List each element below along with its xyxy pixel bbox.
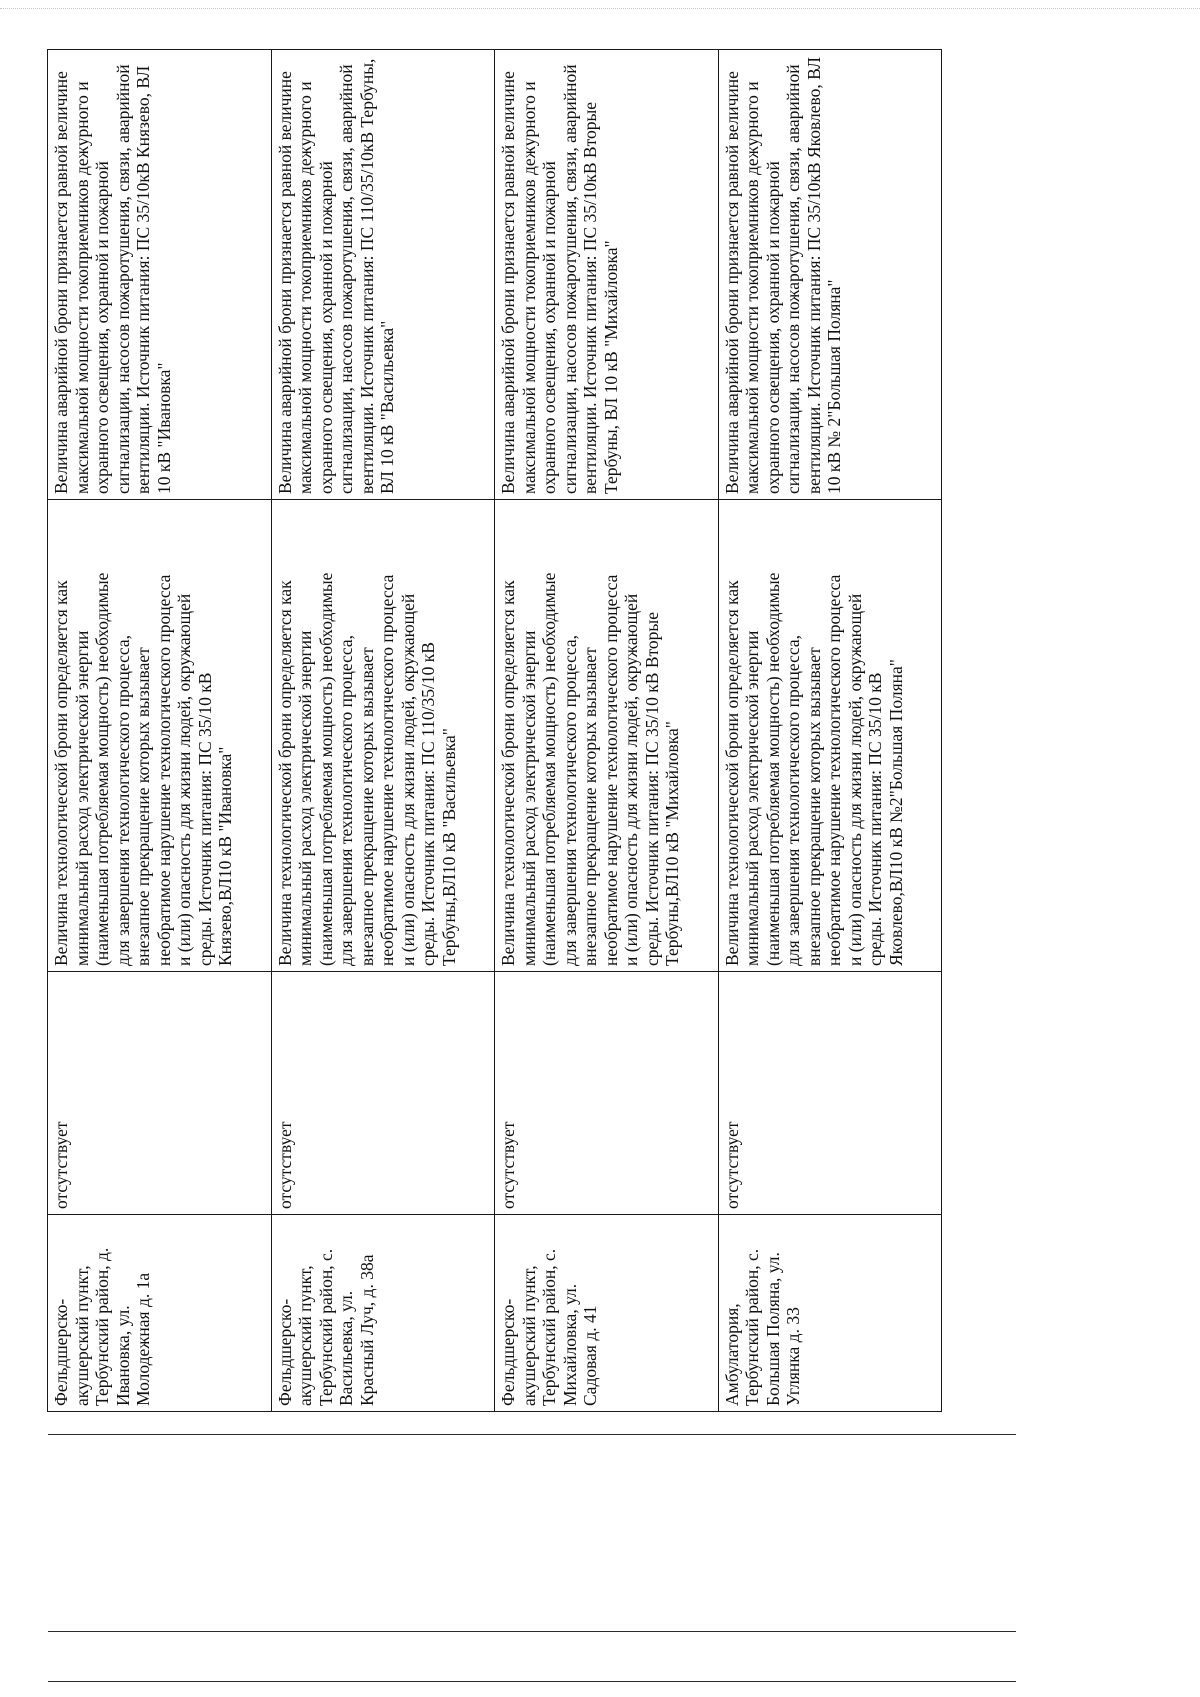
tech-reserve-cell: Величина технологической брони определяется как минимальный расход электрической энергии (наименьшая потребляемая мощность) необходимые для завершения технологического процесса, внезапное прекращение которых вызывает необратимое нарушение технологического процесса и (или) опасность для жизни людей, окружающей среды. Источник питания: ПС 35/10 кВ Князево,ВЛ10 кВ "Ивановка"	[48, 500, 272, 972]
divider-line	[48, 1681, 1016, 1682]
tech-reserve-cell: Величина технологической брони определяется как минимальный расход электрической энергии (наименьшая потребляемая мощность) необходимые для завершения технологического процесса, внезапное прекращение которых вызывает необратимое нарушение технологического процесса и (или) опасность для жизни людей, окружающей среды. Источник питания: ПС 35/10 кВ Вторые Тербуны,ВЛ10 кВ "Михайловка"	[495, 500, 719, 972]
status-cell: отсутствует	[495, 972, 719, 1215]
facility-cell: Фельдшерско- акушерский пункт, Тербунский район, с. Михайловка, ул. Садовая д. 41	[495, 1215, 719, 1412]
table-row	[271, 50, 495, 1412]
table-row	[718, 50, 942, 1412]
table-row	[495, 50, 719, 1412]
status-cell: отсутствует	[48, 972, 272, 1215]
power-reserve-table	[47, 49, 942, 1412]
facility-cell: Амбулатория, Тербунский район, с. Большая Поляна, ул. Углянка д. 33	[718, 1215, 942, 1412]
tech-reserve-cell: Величина технологической брони определяется как минимальный расход электрической энергии (наименьшая потребляемая мощность) необходимые для завершения технологического процесса, внезапное прекращение которых вызывает необратимое нарушение технологического процесса и (или) опасность для жизни людей, окружающей среды. Источник питания: ПС 35/10 кВ Яковлево,ВЛ10 кВ №2"Большая Поляна"	[718, 500, 942, 972]
divider-line	[48, 1631, 1016, 1632]
status-cell: отсутствует	[271, 972, 495, 1215]
emergency-reserve-cell: Величина аварийной брони признается равной величине максимальной мощности токоприемников дежурного и охранного освещения, охранной и пожарной сигнализации, насосов пожаротушения, связи, аварийной вентиляции. Источник питания: ПС 35/10кВ Яковлево, ВЛ 10 кВ № 2"Большая Поляна"	[718, 50, 942, 500]
divider-line	[48, 1434, 1016, 1435]
status-cell: отсутствует	[718, 972, 942, 1215]
table-row	[48, 50, 272, 1412]
rotated-table-container	[47, 50, 942, 1412]
top-edge-line	[0, 8, 1200, 9]
emergency-reserve-cell: Величина аварийной брони признается равной величине максимальной мощности токоприемников дежурного и охранного освещения, охранной и пожарной сигнализации, насосов пожаротушения, связи, аварийной вентиляции. Источник питания: ПС 110/35/10кВ Тербуны, ВЛ 10 кВ "Васильевка"	[271, 50, 495, 500]
emergency-reserve-cell: Величина аварийной брони признается равной величине максимальной мощности токоприемников дежурного и охранного освещения, охранной и пожарной сигнализации, насосов пожаротушения, связи, аварийной вентиляции. Источник питания: ПС 35/10кВ Князево, ВЛ 10 кВ "Ивановка"	[48, 50, 272, 500]
tech-reserve-cell: Величина технологической брони определяется как минимальный расход электрической энергии (наименьшая потребляемая мощность) необходимые для завершения технологического процесса, внезапное прекращение которых вызывает необратимое нарушение технологического процесса и (или) опасность для жизни людей, окружающей среды. Источник питания: ПС 110/35/10 кВ Тербуны,ВЛ10 кВ "Васильевка"	[271, 500, 495, 972]
emergency-reserve-cell: Величина аварийной брони признается равной величине максимальной мощности токоприемников дежурного и охранного освещения, охранной и пожарной сигнализации, насосов пожаротушения, связи, аварийной вентиляции. Источник питания: ПС 35/10кВ Вторые Тербуны, ВЛ 10 кВ "Михайловка"	[495, 50, 719, 500]
facility-cell: Фельдшерско- акушерский пункт, Тербунский район, д. Ивановка, ул. Молодежная д. 1а	[48, 1215, 272, 1412]
facility-cell: Фельдшерско- акушерский пункт, Тербунский район, с. Васильевка, ул. Красный Луч, д. 38а	[271, 1215, 495, 1412]
